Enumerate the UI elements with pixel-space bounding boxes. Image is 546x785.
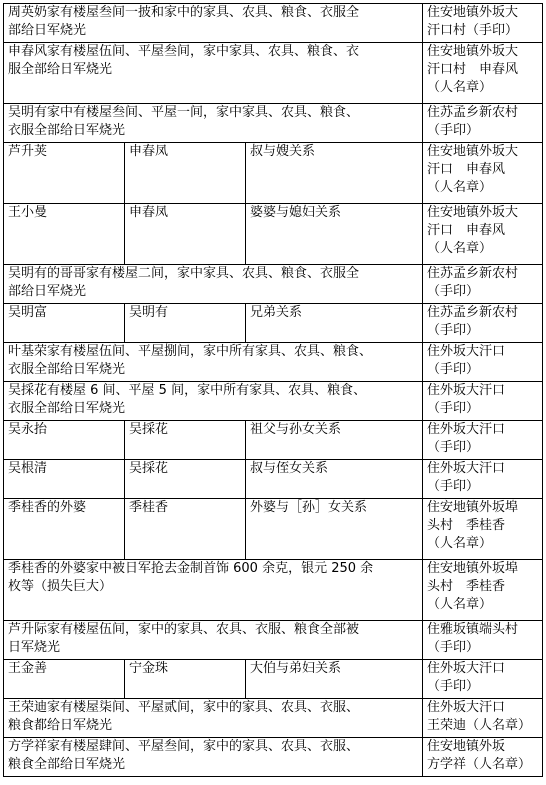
address-signature-cell: 住安地镇外坂大 汗口村 申春风 （人名章） (423, 43, 543, 104)
address-signature-cell: 住安地镇外坂大 汗口 申春风 （人名章） (423, 143, 543, 204)
relationship-cell: 外婆与［孙］女关系 (246, 499, 423, 560)
loss-description-cell: 周英奶家有楼屋叁间一披和家中的家具、农具、粮食、衣服全 部给日军烧光 (4, 4, 423, 43)
loss-description-cell: 叶基荣家有楼屋伍间、平屋捌间，家中所有家具、农具、粮食、 衣服全部给日军烧光 (4, 343, 423, 382)
address-signature-cell: 住安地镇外坂埠 头村 季桂香 （人名章） (423, 499, 543, 560)
relative-name-cell: 宁金珠 (125, 660, 246, 699)
witness-name-cell: 王小曼 (4, 204, 125, 265)
table-row (4, 143, 543, 204)
address-signature-cell: 住安地镇外坂埠 头村 季桂香 （人名章） (423, 560, 543, 621)
relationship-cell: 祖父与孙女关系 (246, 421, 423, 460)
witness-name-cell: 王金善 (4, 660, 125, 699)
address-signature-cell: 住雅坂镇端头村 （手印） (423, 621, 543, 660)
address-signature-cell: 住苏孟乡新农村 （手印） (423, 304, 543, 343)
relative-name-cell: 吴採花 (125, 460, 246, 499)
witness-name-cell: 芦升荚 (4, 143, 125, 204)
witness-name-cell: 吴明富 (4, 304, 125, 343)
table-row (4, 204, 543, 265)
loss-description-cell: 吴明有的哥哥家有楼屋二间，家中家具、农具、粮食、衣服全 部给日军烧光 (4, 265, 423, 304)
address-signature-cell: 住外坂大汗口 王荣迪（人名章） (423, 699, 543, 738)
address-signature-cell: 住安地镇外坂大 汗口 申春风 （人名章） (423, 204, 543, 265)
table-row (4, 699, 543, 738)
loss-description-cell: 吴明有家中有楼屋叁间、平屋一间，家中家具、农具、粮食、 衣服全部给日军烧光 (4, 104, 423, 143)
address-signature-cell: 住外坂大汗口 （手印） (423, 421, 543, 460)
address-signature-cell: 住外坂大汗口 （手印） (423, 660, 543, 699)
address-signature-cell: 住外坂大汗口 （手印） (423, 343, 543, 382)
relative-name-cell: 吴明有 (125, 304, 246, 343)
relationship-cell: 叔与嫂关系 (246, 143, 423, 204)
relationship-cell: 婆婆与媳妇关系 (246, 204, 423, 265)
address-signature-cell: 住外坂大汗口 （手印） (423, 382, 543, 421)
table-row (4, 382, 543, 421)
relative-name-cell: 季桂香 (125, 499, 246, 560)
loss-description-cell: 芦升际家有楼屋伍间，家中的家具、农具、衣服、粮食全部被 日军烧光 (4, 621, 423, 660)
table-row (4, 304, 543, 343)
address-signature-cell: 住外坂大汗口 （手印） (423, 460, 543, 499)
relative-name-cell: 申春凤 (125, 143, 246, 204)
relationship-cell: 兄弟关系 (246, 304, 423, 343)
relationship-cell: 大伯与弟妇关系 (246, 660, 423, 699)
address-signature-cell: 住苏孟乡新农村 （手印） (423, 104, 543, 143)
relative-name-cell: 申春凤 (125, 204, 246, 265)
address-signature-cell: 住安地镇外坂 方学祥（人名章） (423, 738, 543, 777)
loss-description-cell: 吴採花有楼屋 6 间、平屋 5 间，家中所有家具、农具、粮食、 衣服全部给日军烧光 (4, 382, 423, 421)
loss-description-cell: 方学祥家有楼屋肆间、平屋叁间，家中的家具、农具、衣服、 粮食全部给日军烧光 (4, 738, 423, 777)
address-signature-cell: 住安地镇外坂大 汗口村（手印） (423, 4, 543, 43)
witness-name-cell: 季桂香的外婆 (4, 499, 125, 560)
relative-name-cell: 吴採花 (125, 421, 246, 460)
table-row (4, 560, 543, 621)
relationship-cell: 叔与侄女关系 (246, 460, 423, 499)
table-row (4, 265, 543, 304)
table-row (4, 104, 543, 143)
table-row (4, 343, 543, 382)
table-row (4, 43, 543, 104)
loss-description-cell: 季桂香的外婆家中被日军抢去金制首饰 600 余克，银元 250 余 枚等（损失巨大） (4, 560, 423, 621)
loss-description-cell: 王荣迪家有楼屋柒间、平屋贰间，家中的家具、农具、衣服、 粮食都给日军烧光 (4, 699, 423, 738)
table-row (4, 421, 543, 460)
address-signature-cell: 住苏孟乡新农村 （手印） (423, 265, 543, 304)
table-row (4, 499, 543, 560)
table-row (4, 738, 543, 777)
table-row (4, 660, 543, 699)
witness-name-cell: 吴根清 (4, 460, 125, 499)
testimony-table (3, 3, 543, 777)
witness-name-cell: 吴永抬 (4, 421, 125, 460)
table-row (4, 621, 543, 660)
loss-description-cell: 申春风家有楼屋伍间、平屋叁间，家中家具、农具、粮食、衣 服全部给日军烧光 (4, 43, 423, 104)
table-row (4, 4, 543, 43)
table-row (4, 460, 543, 499)
